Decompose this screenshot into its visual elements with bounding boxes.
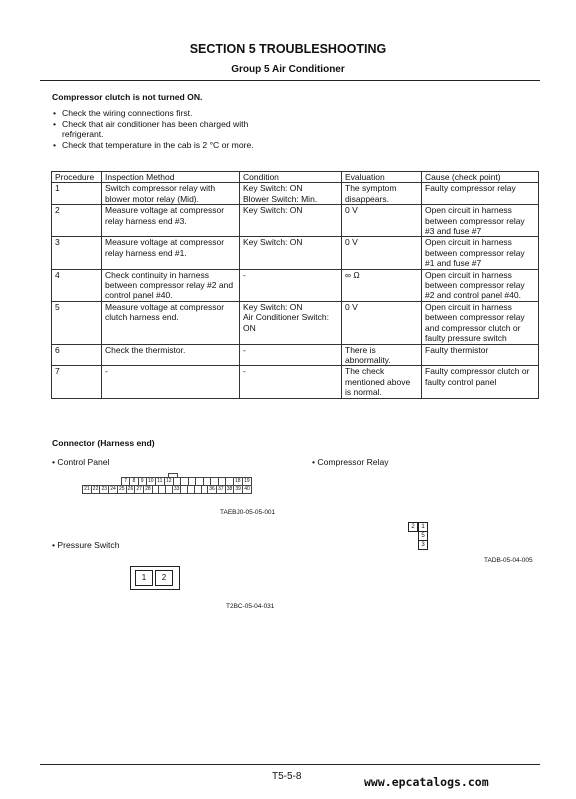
control-panel-pin: 18: [235, 478, 241, 484]
table-row: [52, 237, 539, 269]
control-panel-pin: [188, 486, 195, 494]
check-item: • Check that air conditioner has been charged with refrigerant.: [53, 118, 249, 140]
cell-procedure: 1: [52, 183, 102, 205]
troubleshooting-table: [51, 171, 539, 399]
check-list: [52, 108, 292, 150]
cell-cause: Open circuit in harness between compressor relay #3 and fuse #7: [422, 205, 539, 237]
pressure-switch-label: • Pressure Switch: [52, 540, 120, 550]
control-panel-pin: 26: [127, 486, 134, 492]
table-row: [52, 301, 539, 344]
cell-condition: Key Switch: ON Air Conditioner Switch: ON: [240, 301, 342, 344]
control-panel-pin: 19: [244, 478, 250, 484]
control-panel-pin: 38: [226, 486, 233, 492]
table-row: [52, 205, 539, 237]
control-panel-pin: 22: [92, 486, 99, 492]
cell-procedure: 5: [52, 301, 102, 344]
control-panel-connector: [82, 473, 252, 495]
control-panel-pin: 28: [145, 486, 151, 492]
control-panel-pin: 37: [217, 486, 224, 492]
group-title: Group 5 Air Conditioner: [231, 64, 345, 75]
col-header-inspection-method: Inspection Method: [102, 172, 240, 183]
col-header-cause: Cause (check point): [422, 172, 539, 183]
cell-inspection-method: Check the thermistor.: [102, 344, 240, 366]
col-header-condition: Condition: [240, 172, 342, 183]
cell-condition: Key Switch: ON: [240, 205, 342, 237]
cell-evaluation: The symptom disappears.: [342, 183, 422, 205]
table-row: [52, 366, 539, 398]
cell-cause: Faulty compressor relay: [422, 183, 539, 205]
cell-evaluation: The check mentioned above is normal.: [342, 366, 422, 398]
table-row: [52, 344, 539, 366]
cell-evaluation: 0 V: [342, 301, 422, 344]
cell-inspection-method: Measure voltage at compressor relay harness end #1.: [102, 237, 240, 269]
cell-condition: Key Switch: ON: [240, 237, 342, 269]
watermark: www.epcatalogs.com: [364, 775, 489, 789]
section-title: SECTION 5 TROUBLESHOOTING: [189, 42, 387, 56]
symptom-title: Compressor clutch is not turned ON.: [52, 92, 203, 102]
control-panel-pin: 10: [148, 478, 154, 484]
control-panel-pin: 33: [173, 486, 180, 492]
cell-condition: -: [240, 366, 342, 398]
cell-condition: Key Switch: ON Blower Switch: Min.: [240, 183, 342, 205]
control-panel-pin: 21: [84, 486, 90, 492]
cell-evaluation: 0 V: [342, 205, 422, 237]
control-panel-pin: 25: [118, 486, 125, 492]
control-panel-pin: 27: [136, 486, 142, 492]
cell-condition: -: [240, 344, 342, 366]
relay-pin: 2: [408, 522, 418, 532]
cell-cause: Open circuit in harness between compressor relay #1 and fuse #7: [422, 237, 539, 269]
relay-pin: 1: [418, 522, 428, 532]
control-panel-pin: 40: [244, 486, 250, 492]
control-panel-pin: 36: [209, 486, 215, 492]
control-panel-code: TAEBJ0-05-05-001: [220, 509, 276, 516]
relay-pin: 3: [418, 540, 428, 550]
control-panel-pin: 8: [130, 478, 138, 486]
cell-cause: Open circuit in harness between compressor relay and compressor clutch or faulty pressure switch: [422, 301, 539, 344]
table-header-row: [52, 172, 539, 183]
control-panel-pin: [159, 486, 166, 494]
pressure-switch-pin: 1: [135, 570, 153, 586]
cell-inspection-method: Check continuity in harness between compressor relay #2 and control panel #40.: [102, 269, 240, 301]
pressure-switch-code: T2BC-05-04-031: [226, 603, 275, 610]
cell-cause: Open circuit in harness between compressor relay #2 and control panel #40.: [422, 269, 539, 301]
cell-condition: -: [240, 269, 342, 301]
cell-procedure: 7: [52, 366, 102, 398]
cell-inspection-method: Measure voltage at compressor clutch harness end.: [102, 301, 240, 344]
footer-divider: [40, 764, 540, 765]
compressor-relay-code: TADB-05-04-005: [484, 557, 533, 564]
col-header-evaluation: Evaluation: [342, 172, 422, 183]
check-item: • Check that temperature in the cab is 2 °C or more.: [53, 139, 254, 150]
cell-inspection-method: -: [102, 366, 240, 398]
cell-evaluation: 0 V: [342, 237, 422, 269]
control-panel-pin: 11: [157, 478, 163, 484]
control-panel-pin: 39: [235, 486, 241, 492]
pressure-switch-connector: [130, 566, 180, 590]
relay-pin: 5: [418, 531, 428, 541]
control-panel-pin: 24: [110, 486, 116, 492]
page-number: T5-5-8: [272, 771, 302, 782]
control-panel-pin: [201, 486, 208, 494]
cell-procedure: 2: [52, 205, 102, 237]
check-item: • Check the wiring connections first.: [53, 108, 193, 118]
cell-cause: Faulty compressor clutch or faulty control panel: [422, 366, 539, 398]
cell-procedure: 3: [52, 237, 102, 269]
cell-inspection-method: Measure voltage at compressor relay harness end #3.: [102, 205, 240, 237]
table-row: [52, 183, 539, 205]
control-panel-pin: 7: [122, 478, 130, 486]
pressure-switch-pin: 2: [155, 570, 173, 586]
control-panel-pin: [152, 486, 159, 494]
cell-cause: Faulty thermistor: [422, 344, 539, 366]
table-row: [52, 269, 539, 301]
control-panel-label: • Control Panel: [52, 457, 110, 467]
cell-procedure: 4: [52, 269, 102, 301]
control-panel-pin: [166, 486, 173, 494]
control-panel-pin: 23: [101, 486, 108, 492]
control-panel-pin: 12: [166, 478, 172, 484]
header-divider: [40, 80, 540, 81]
control-panel-pin: [181, 486, 188, 494]
connector-title: Connector (Harness end): [52, 438, 155, 448]
control-panel-pin: 9: [138, 478, 146, 486]
cell-procedure: 6: [52, 344, 102, 366]
cell-evaluation: There is abnormality.: [342, 344, 422, 366]
cell-inspection-method: Switch compressor relay with blower motor relay (Mid).: [102, 183, 240, 205]
col-header-procedure: Procedure: [52, 172, 102, 183]
compressor-relay-label: • Compressor Relay: [312, 457, 389, 467]
control-panel-pin: [194, 486, 201, 494]
cell-evaluation: ∞ Ω: [342, 269, 422, 301]
